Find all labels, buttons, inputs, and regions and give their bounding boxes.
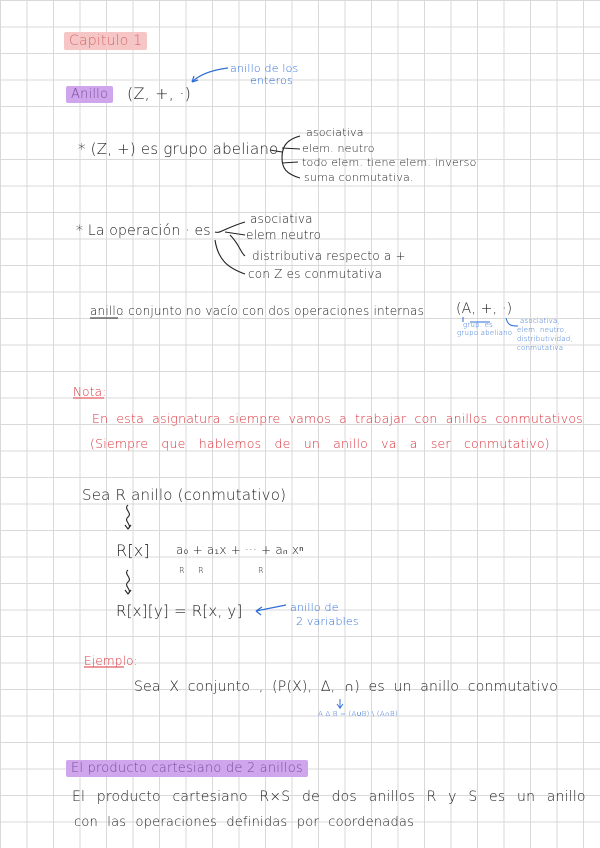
note-line-1: En esta asignatura siempre vamos a trabajar con anillos conmutativos	[92, 411, 583, 426]
def-note-dot-1: asociativa,	[520, 317, 560, 325]
arrow-delta-note	[337, 699, 343, 708]
sea-line: Sea R anillo (conmutativo)	[82, 486, 287, 504]
example-note: A Δ B = (A∪B) \ (A∩B)	[318, 710, 398, 718]
multi-ring: R[x][y] = R[x, y]	[116, 602, 243, 620]
chapter-title: Capitulo 1	[64, 32, 147, 50]
poly-ring: R[x]	[116, 541, 150, 560]
squiggle-arrow-1	[125, 505, 131, 529]
op-prop-3: distributiva respecto a +	[252, 249, 406, 263]
example-label: Ejemplo:	[84, 654, 138, 668]
section-line-2: con las operaciones definidas por coordenadas	[74, 815, 415, 830]
def-note-dot-3: distributividad,	[517, 335, 573, 343]
note-line-2: (Siempre que hablemos de un anillo va a ser conmutativo)	[90, 436, 550, 451]
note-label: Nota:	[73, 385, 107, 399]
ring-note-1: anillo de los	[230, 62, 299, 75]
def-tuple: (A, +, ·)	[456, 301, 513, 317]
def-text: : conjunto no vacío con dos operaciones internas	[120, 304, 425, 318]
group-prop-4: suma conmutativa.	[304, 171, 414, 184]
section-line-1: El producto cartesiano R×S de dos anillos R y S es un anillo	[72, 789, 586, 805]
example-line: Sea X conjunto , (P(X), Δ, ∩) es un anillo conmutativo	[134, 679, 558, 695]
multi-note-1: anillo de	[290, 601, 339, 614]
def-note-plus-1: grup. es	[463, 321, 493, 329]
op-prop-4: con Z es conmutativa	[248, 267, 383, 281]
brace-group-props	[282, 136, 300, 178]
def-label: anillo	[90, 304, 124, 318]
group-prop-2: elem. neutro	[302, 142, 375, 155]
def-note-dot-4: conmutativa	[517, 344, 564, 352]
op-line: * La operación · es	[76, 223, 211, 239]
op-prop-1: asociativa	[250, 212, 313, 226]
arrow-ring-note	[192, 68, 228, 82]
group-line: * (Z, +) es grupo abeliano	[78, 140, 279, 158]
multi-note-2: 2 variables	[296, 615, 359, 628]
poly-expr: a₀ + a₁x + ··· + aₙ xⁿ	[176, 543, 304, 557]
ring-note-2: enteros	[250, 74, 293, 87]
poly-coef-3: R	[258, 566, 264, 575]
def-note-dot-2: elem. neutro,	[517, 326, 567, 334]
ring-set: (Z, +, ·)	[127, 84, 192, 103]
arrow-multi-note	[256, 605, 286, 615]
poly-coef-2: R	[198, 566, 204, 575]
ring-label: Anillo	[66, 86, 113, 103]
op-prop-2: elem neutro	[246, 228, 322, 242]
group-prop-1: asociativa	[306, 126, 364, 139]
poly-coef-1: R	[179, 566, 185, 575]
brace-op-props	[215, 222, 245, 274]
def-note-plus-2: grupo abeliano	[457, 329, 513, 337]
group-prop-3: todo elem. tiene elem. inverso	[302, 156, 477, 169]
section-title: El producto cartesiano de 2 anillos	[66, 760, 308, 777]
squiggle-arrow-2	[125, 570, 131, 594]
